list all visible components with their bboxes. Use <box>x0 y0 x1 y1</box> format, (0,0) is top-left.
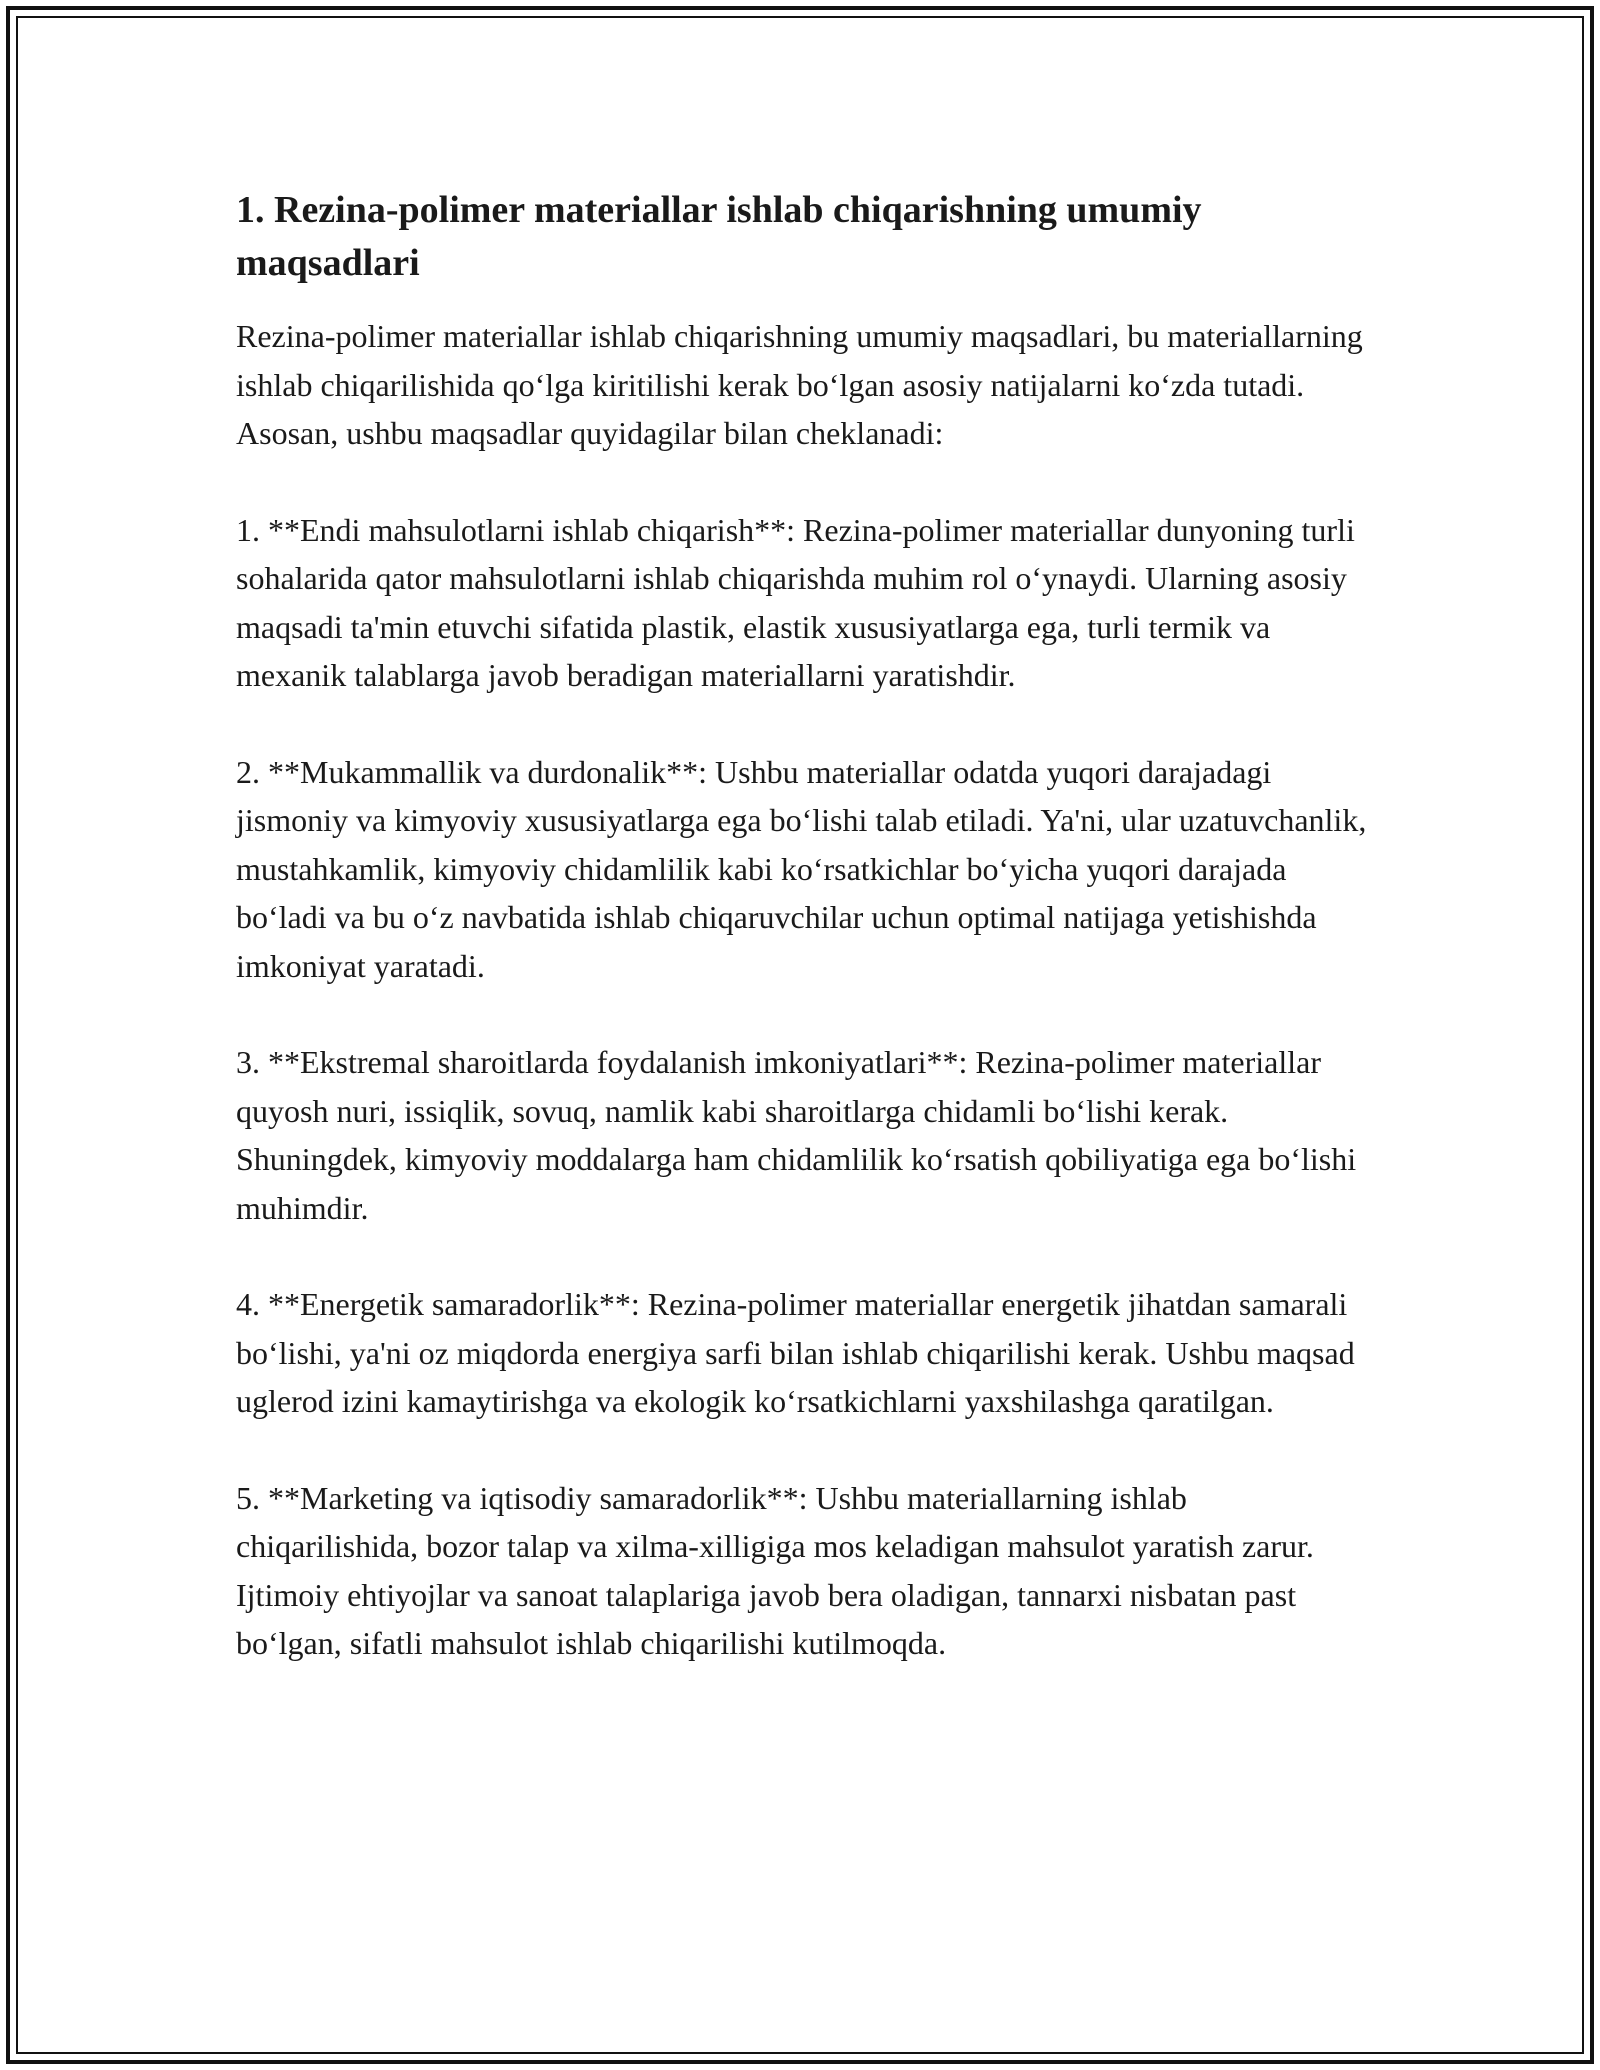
document-title: 1. Rezina-polimer materiallar ishlab chiqarishning umumiy maqsadlari <box>236 189 1202 284</box>
document-body <box>236 184 1376 1716</box>
list-item-5: 5. **Marketing va iqtisodiy samaradorlik**: Ushbu materiallarning ishlab chiqarilishida, bozor talap va xilma-xilligiga mos keladigan mahsulot yaratish zarur. Ijtimoiy ehtiyojlar va sanoat talaplariga javob bera oladigan, tannarxi nisbatan past bo‘lgan, sifatli mahsulot ishlab chiqarilishi kutilmoqda. <box>236 1479 1314 1661</box>
intro-paragraph: Rezina-polimer materiallar ishlab chiqarishning umumiy maqsadlari, bu materiallarning ishlab chiqarilishida qo‘lga kiritilishi kerak bo‘lgan asosiy natijalarni ko‘zda tutadi. Asosan, ushbu maqsadlar quyidagilar bilan cheklanadi: <box>236 318 1363 451</box>
list-item-3: 3. **Ekstremal sharoitlarda foydalanish imkoniyatlari**: Rezina-polimer materiallar quyosh nuri, issiqlik, sovuq, namlik kabi sharoitlarga chidamli bo‘lishi kerak. Shuningdek, kimyoviy moddalarga ham chidamlilik ko‘rsatish qobiliyatiga ega bo‘lishi muhimdir. <box>236 1044 1357 1226</box>
list-item-1: 1. **Endi mahsulotlarni ishlab chiqarish**: Rezina-polimer materiallar dunyoning turli sohalarida qator mahsulotlarni ishlab chiqarishda muhim rol o‘ynaydi. Ularning asosiy maqsadi ta'min etuvchi sifatida plastik, elastik xususiyatlarga ega, turli termik va mexanik talablarga javob beradigan materiallarni yaratishdir. <box>236 511 1355 693</box>
list-item-4: 4. **Energetik samaradorlik**: Rezina-polimer materiallar energetik jihatdan samarali bo‘lishi, ya'ni oz miqdorda energiya sarfi bilan ishlab chiqarilishi kerak. Ushbu maqsad uglerod izini kamaytirishga va ekologik ko‘rsatkichlarni yaxshilashga qaratilgan. <box>236 1286 1355 1419</box>
list-item-2: 2. **Mukammallik va durdonalik**: Ushbu materiallar odatda yuqori darajadagi jismoniy va kimyoviy xususiyatlarga ega bo‘lishi talab etiladi. Ya'ni, ular uzatuvchanlik, mustahkamlik, kimyoviy chidamlilik kabi ko‘rsatkichlar bo‘yicha yuqori darajada bo‘ladi va bu o‘z navbatida ishlab chiqaruvchilar uchun optimal natijaga yetishishda imkoniyat yaratadi. <box>236 753 1367 984</box>
